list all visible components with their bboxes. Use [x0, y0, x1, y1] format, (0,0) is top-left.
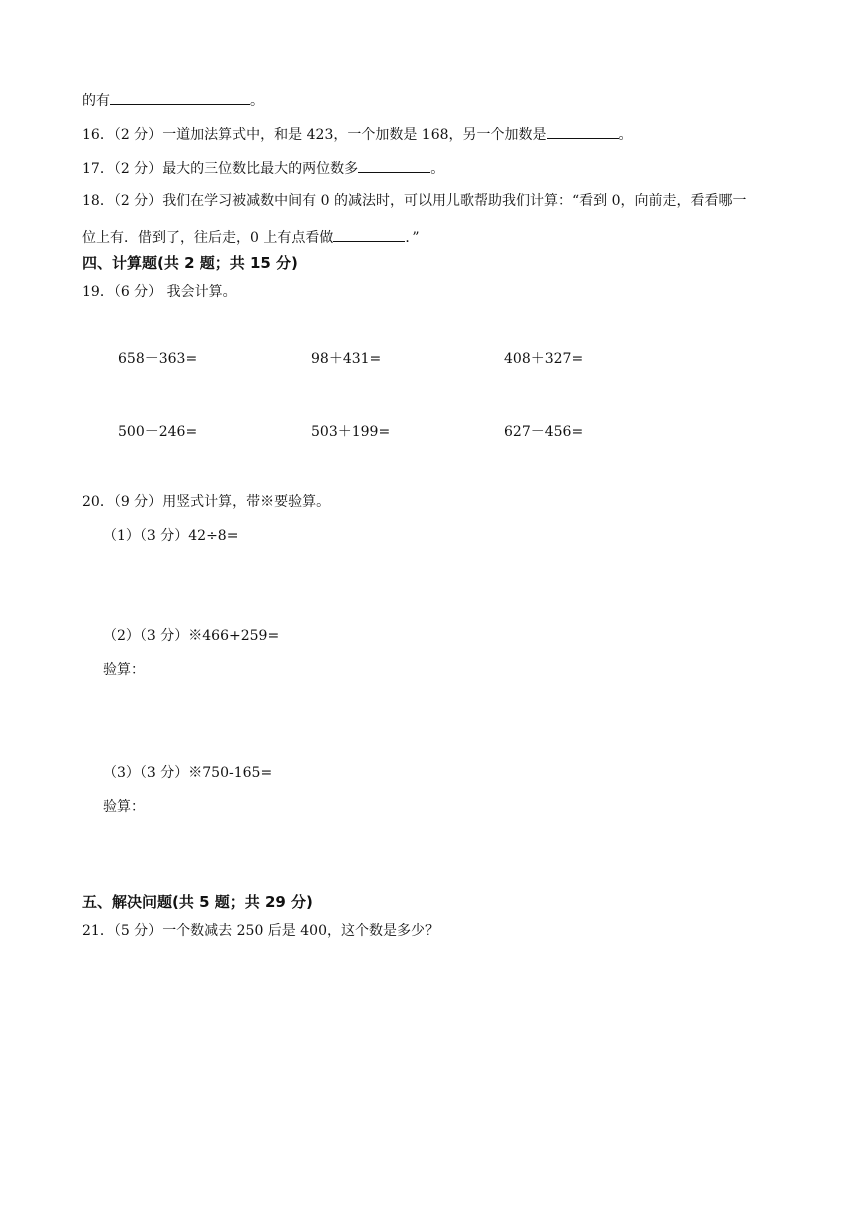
answer-blank-16[interactable]: [547, 123, 619, 139]
q20-check-label-3: 验算：: [103, 799, 145, 815]
q16-text: 一道加法算式中，和是 423，一个加数是 168，另一个加数是: [162, 127, 547, 143]
section-4-title: 四、计算题(共 2 题；共 15 分): [82, 254, 298, 272]
q20-text: 用竖式计算，带※要验算。: [162, 494, 331, 510]
q17-number: 17．: [82, 161, 114, 177]
q20-check-label-2: 验算：: [103, 662, 145, 678]
q16-score: （2 分）: [113, 127, 163, 143]
calc-expression: 503＋199=: [311, 424, 391, 440]
question-21: [82, 921, 439, 941]
q20-score: （9 分）: [113, 494, 163, 510]
q21-score: （5 分）: [113, 923, 163, 939]
q20-part-1: （1）（3 分）42÷8=: [103, 528, 239, 544]
q19-number: 19．: [82, 284, 114, 300]
q18-text-line2: 位上有．借到了，往后走，0 上有点看做: [82, 230, 334, 246]
calc-expression: 500－246=: [118, 424, 198, 440]
calc-expression: 98＋431=: [311, 351, 382, 367]
q21-number: 21．: [82, 923, 114, 939]
q18-end: ．”: [405, 230, 420, 246]
q17-text: 最大的三位数比最大的两位数多: [162, 161, 359, 177]
q15-end: 。: [250, 93, 264, 109]
question-17: [82, 157, 444, 179]
q21-text: 一个数减去 250 后是 400，这个数是多少？: [162, 923, 439, 939]
q15-tail: [82, 89, 264, 111]
q17-score: （2 分）: [113, 161, 163, 177]
q16-number: 16．: [82, 127, 114, 143]
q19-text: 我会计算。: [162, 284, 237, 300]
q18-text-line1: 我们在学习被减数中间有 0 的减法时，可以用儿歌帮助我们计算：“看到 0，向前走，看看哪一: [162, 193, 747, 209]
question-18-line2: [82, 226, 420, 248]
q20-part-2: （2）（3 分）※466+259=: [103, 628, 280, 644]
question-18-line1: [82, 191, 747, 211]
q20-number: 20．: [82, 494, 114, 510]
q18-number: 18．: [82, 193, 114, 209]
q16-end: 。: [618, 127, 633, 143]
q18-score: （2 分）: [113, 193, 163, 209]
calc-expression: 408＋327=: [504, 351, 584, 367]
q20-part-3: （3）（3 分）※750-165=: [103, 765, 273, 781]
question-19: [82, 282, 237, 302]
question-20: [82, 492, 330, 512]
answer-blank-18[interactable]: [333, 226, 405, 242]
calc-expression: 627－456=: [504, 424, 584, 440]
section-5-title: 五、解决问题(共 5 题；共 29 分): [82, 893, 313, 911]
answer-blank-17[interactable]: [358, 157, 430, 173]
answer-blank-15[interactable]: [110, 89, 250, 105]
q19-score: （6 分）: [113, 284, 163, 300]
q17-end: 。: [430, 161, 445, 177]
q15-text: 的有: [82, 93, 110, 109]
calc-expression: 658－363=: [118, 351, 198, 367]
question-16: [82, 123, 633, 145]
